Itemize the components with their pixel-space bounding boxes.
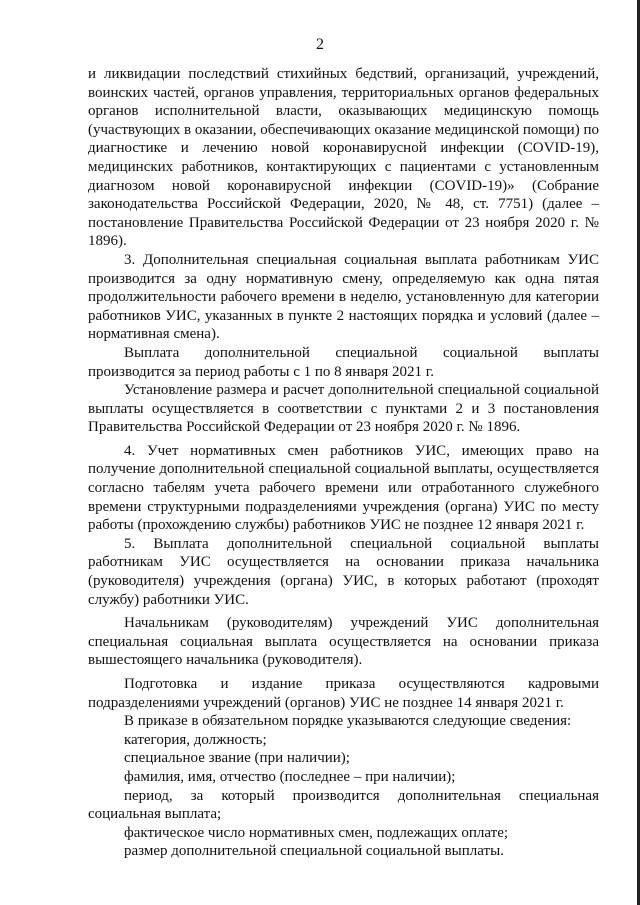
list-item: категория, должность; bbox=[124, 731, 267, 748]
paragraph: Подготовка и издание приказа осуществляются кадровыми подразделениями учреждений (органов) УИС не позднее 14 января 2021 г. bbox=[88, 676, 599, 711]
paragraph: Выплата дополнительной специальной социальной выплаты производится за период работы с 1 по 8 января 2021 г. bbox=[88, 344, 599, 380]
page-number: 2 bbox=[316, 36, 324, 53]
list-item: фактическое число нормативных смен, подлежащих оплате; bbox=[124, 824, 509, 841]
paragraph: и ликвидации последствий стихийных бедствий, организаций, учреждений, воинских частей, органов управления, территориальных органов федеральных органов исполнительной власти, оказывающих медицинскую помощь (участвующих в оказании, обеспечивающих оказание медицинской помощи) по диагностике и лечению новой коронавирусной инфекции (COVID-19), медицинских работников, контактирующих с пациентами с установленным диагнозом новой коронавирусной инфекции (COVID-19)» (Собрание законодательства Российской Федерации, 2020, № 48, ст. 7751) (далее – постановление Правительства Российской Федерации от 23 ноября 2020 г. № 1896). bbox=[88, 66, 599, 250]
document-body bbox=[88, 65, 599, 861]
paragraph: Установление размера и расчет дополнительной специальной социальной выплаты осуществляется в соответствии с пунктами 2 и 3 постановления Правительства Российской Федерации от 23 ноября 2020 г. № 1896. bbox=[88, 382, 599, 436]
list-item: размер дополнительной специальной социальной выплаты. bbox=[124, 843, 504, 860]
list-item: период, за который производится дополнительная специальная социальная выплата; bbox=[88, 787, 599, 823]
list-item: специальное звание (при наличии); bbox=[124, 750, 350, 767]
paragraph: 4. Учет нормативных смен работников УИС, имеющих право на получение дополнительной специальной социальной выплаты, осуществляется согласно табелям учета рабочего времени или отработанного служебного времени структурными подразделениями учреждения (органа) УИС по месту работы (прохождению службы) работников УИС не позднее 12 января 2021 г. bbox=[88, 442, 599, 534]
paragraph: 5. Выплата дополнительной специальной социальной выплаты работникам УИС осуществляется на основании приказа начальника (руководителя) учреждения (органа) УИС, в которых работают (проходят службу) работники УИС. bbox=[88, 535, 599, 608]
list-item: В приказе в обязательном порядке указываются следующие сведения: bbox=[124, 713, 572, 730]
paragraph: Начальникам (руководителям) учреждений УИС дополнительная специальная социальная выплата осуществляется на основании приказа вышестоящего начальника (руководителя). bbox=[88, 615, 599, 669]
paragraph: 3. Дополнительная специальная социальная выплата работникам УИС производится за одну нормативную смену, определяемую как одна пятая продолжительности рабочего времени в неделю, установленную для категории работников УИС, указанных в пункте 2 настоящих порядка и условий (далее – нормативная смена). bbox=[88, 251, 599, 343]
list-item: фамилия, имя, отчество (последнее – при наличии); bbox=[124, 768, 456, 785]
